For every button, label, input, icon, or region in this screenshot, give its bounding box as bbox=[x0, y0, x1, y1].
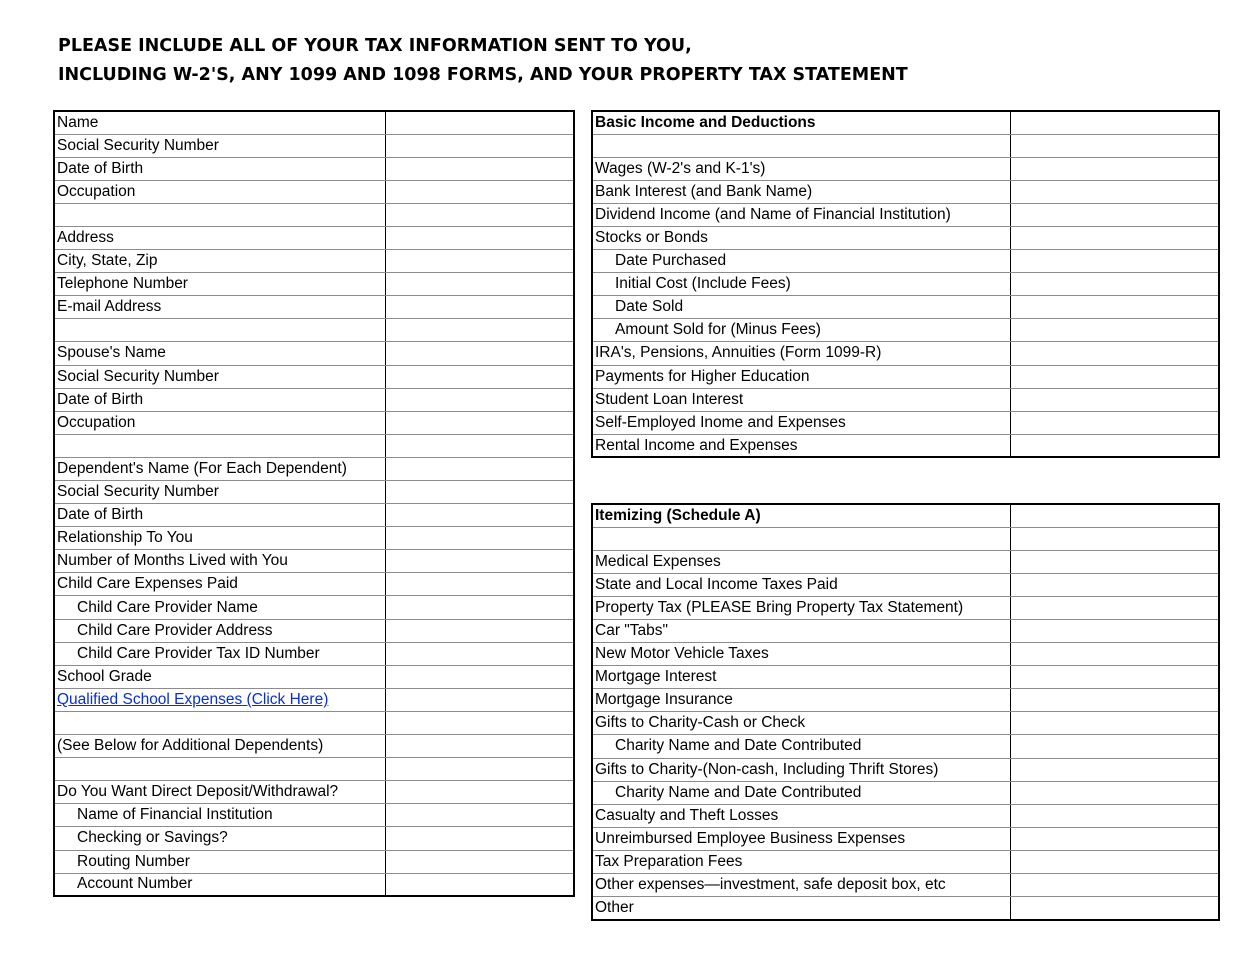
itemizing-row bbox=[592, 550, 1219, 573]
itemizing-label-unreimbursed-employee-business-expenses: Unreimbursed Employee Business Expenses bbox=[592, 827, 1010, 850]
personal-row bbox=[54, 850, 574, 873]
personal-value-cell[interactable] bbox=[385, 688, 574, 711]
personal-row bbox=[54, 296, 574, 319]
personal-value-cell[interactable] bbox=[385, 873, 574, 896]
itemizing-label-charity-name-and-date-contributed: Charity Name and Date Contributed bbox=[592, 735, 1010, 758]
personal-row bbox=[54, 735, 574, 758]
personal-row bbox=[54, 365, 574, 388]
personal-value-cell[interactable] bbox=[385, 273, 574, 296]
personal-row bbox=[54, 596, 574, 619]
personal-label-spouse-s-name: Spouse's Name bbox=[54, 342, 385, 365]
itemizing-value-cell[interactable] bbox=[1010, 596, 1219, 619]
personal-row bbox=[54, 180, 574, 203]
income-label-student-loan-interest: Student Loan Interest bbox=[592, 388, 1010, 411]
itemizing-value-cell[interactable] bbox=[1010, 827, 1219, 850]
personal-label-qualified-school-expenses-click-here[interactable] bbox=[54, 688, 385, 711]
personal-value-cell[interactable] bbox=[385, 573, 574, 596]
personal-row bbox=[54, 619, 574, 642]
personal-value-cell[interactable] bbox=[385, 711, 574, 734]
itemizing-row bbox=[592, 504, 1219, 527]
income-label-payments-for-higher-education: Payments for Higher Education bbox=[592, 365, 1010, 388]
income-row bbox=[592, 226, 1219, 249]
personal-row bbox=[54, 827, 574, 850]
itemizing-label-gifts-to-charity-non-cash-including-thrift-stores: Gifts to Charity-(Non-cash, Including Thrift Stores) bbox=[592, 758, 1010, 781]
personal-label-date-of-birth: Date of Birth bbox=[54, 388, 385, 411]
personal-row bbox=[54, 573, 574, 596]
income-value-cell[interactable] bbox=[1010, 296, 1219, 319]
personal-row bbox=[54, 688, 574, 711]
personal-value-cell[interactable] bbox=[385, 481, 574, 504]
income-value-cell[interactable] bbox=[1010, 365, 1219, 388]
personal-label-account-number: Account Number bbox=[54, 873, 385, 896]
income-value-cell[interactable] bbox=[1010, 250, 1219, 273]
personal-value-cell[interactable] bbox=[385, 642, 574, 665]
personal-label-blank bbox=[54, 203, 385, 226]
itemizing-table bbox=[591, 503, 1220, 921]
itemizing-label-itemizing-schedule-a: Itemizing (Schedule A) bbox=[592, 504, 1010, 527]
itemizing-value-cell[interactable] bbox=[1010, 758, 1219, 781]
income-label-date-purchased: Date Purchased bbox=[592, 250, 1010, 273]
income-label-ira-s-pensions-annuities-form-1099-r: IRA's, Pensions, Annuities (Form 1099-R) bbox=[592, 342, 1010, 365]
personal-value-cell[interactable] bbox=[385, 157, 574, 180]
itemizing-label-car-tabs: Car "Tabs" bbox=[592, 619, 1010, 642]
income-value-cell[interactable] bbox=[1010, 203, 1219, 226]
itemizing-label-gifts-to-charity-cash-or-check: Gifts to Charity-Cash or Check bbox=[592, 712, 1010, 735]
itemizing-row bbox=[592, 897, 1219, 920]
itemizing-value-cell[interactable] bbox=[1010, 712, 1219, 735]
personal-value-cell[interactable] bbox=[385, 527, 574, 550]
personal-label-date-of-birth: Date of Birth bbox=[54, 157, 385, 180]
income-row bbox=[592, 250, 1219, 273]
itemizing-row bbox=[592, 643, 1219, 666]
itemizing-value-cell[interactable] bbox=[1010, 550, 1219, 573]
itemizing-value-cell[interactable] bbox=[1010, 666, 1219, 689]
personal-label-school-grade: School Grade bbox=[54, 665, 385, 688]
personal-label-dependent-s-name-for-each-dependent: Dependent's Name (For Each Dependent) bbox=[54, 457, 385, 480]
itemizing-label-property-tax-please-bring-property-tax-statement: Property Tax (PLEASE Bring Property Tax Statement) bbox=[592, 596, 1010, 619]
personal-label-routing-number: Routing Number bbox=[54, 850, 385, 873]
income-label-bank-interest-and-bank-name: Bank Interest (and Bank Name) bbox=[592, 180, 1010, 203]
itemizing-row bbox=[592, 712, 1219, 735]
personal-value-cell[interactable] bbox=[385, 504, 574, 527]
personal-label-do-you-want-direct-deposit-withdrawal: Do You Want Direct Deposit/Withdrawal? bbox=[54, 781, 385, 804]
personal-label-blank bbox=[54, 319, 385, 342]
income-row bbox=[592, 203, 1219, 226]
income-value-cell[interactable] bbox=[1010, 180, 1219, 203]
income-row bbox=[592, 296, 1219, 319]
personal-row bbox=[54, 319, 574, 342]
personal-value-cell[interactable] bbox=[385, 804, 574, 827]
personal-label-number-of-months-lived-with-you: Number of Months Lived with You bbox=[54, 550, 385, 573]
income-row bbox=[592, 319, 1219, 342]
personal-label-social-security-number: Social Security Number bbox=[54, 365, 385, 388]
personal-value-cell[interactable] bbox=[385, 434, 574, 457]
personal-value-cell[interactable] bbox=[385, 111, 574, 134]
itemizing-value-cell[interactable] bbox=[1010, 573, 1219, 596]
income-label-wages-w-2-s-and-k-1-s: Wages (W-2's and K-1's) bbox=[592, 157, 1010, 180]
itemizing-label-medical-expenses: Medical Expenses bbox=[592, 550, 1010, 573]
personal-label-name-of-financial-institution: Name of Financial Institution bbox=[54, 804, 385, 827]
personal-row bbox=[54, 226, 574, 249]
form-header bbox=[58, 32, 908, 90]
itemizing-row bbox=[592, 781, 1219, 804]
personal-row bbox=[54, 550, 574, 573]
personal-row bbox=[54, 250, 574, 273]
personal-value-cell[interactable] bbox=[385, 250, 574, 273]
personal-label-telephone-number: Telephone Number bbox=[54, 273, 385, 296]
income-label-dividend-income-and-name-of-financial-institution: Dividend Income (and Name of Financial Institution) bbox=[592, 203, 1010, 226]
header-line-1: PLEASE INCLUDE ALL OF YOUR TAX INFORMATION SENT TO YOU, bbox=[58, 36, 692, 56]
income-value-cell[interactable] bbox=[1010, 273, 1219, 296]
itemizing-row bbox=[592, 596, 1219, 619]
income-label-date-sold: Date Sold bbox=[592, 296, 1010, 319]
personal-value-cell[interactable] bbox=[385, 365, 574, 388]
itemizing-value-cell[interactable] bbox=[1010, 643, 1219, 666]
income-row bbox=[592, 388, 1219, 411]
itemizing-row bbox=[592, 689, 1219, 712]
itemizing-value-cell[interactable] bbox=[1010, 874, 1219, 897]
personal-label-relationship-to-you: Relationship To You bbox=[54, 527, 385, 550]
personal-label-social-security-number: Social Security Number bbox=[54, 481, 385, 504]
income-row bbox=[592, 342, 1219, 365]
personal-row bbox=[54, 665, 574, 688]
personal-value-cell[interactable] bbox=[385, 134, 574, 157]
income-value-cell[interactable] bbox=[1010, 434, 1219, 457]
personal-row bbox=[54, 111, 574, 134]
itemizing-row bbox=[592, 619, 1219, 642]
itemizing-label-other: Other bbox=[592, 897, 1010, 920]
income-row bbox=[592, 111, 1219, 134]
itemizing-value-cell[interactable] bbox=[1010, 897, 1219, 920]
itemizing-label-new-motor-vehicle-taxes: New Motor Vehicle Taxes bbox=[592, 643, 1010, 666]
itemizing-row bbox=[592, 666, 1219, 689]
income-label-stocks-or-bonds: Stocks or Bonds bbox=[592, 226, 1010, 249]
itemizing-value-cell[interactable] bbox=[1010, 504, 1219, 527]
personal-row bbox=[54, 157, 574, 180]
personal-value-cell[interactable] bbox=[385, 758, 574, 781]
personal-row bbox=[54, 481, 574, 504]
personal-value-cell[interactable] bbox=[385, 203, 574, 226]
personal-label-see-below-for-additional-dependents: (See Below for Additional Dependents) bbox=[54, 735, 385, 758]
income-value-cell[interactable] bbox=[1010, 226, 1219, 249]
personal-value-cell[interactable] bbox=[385, 665, 574, 688]
personal-value-cell[interactable] bbox=[385, 596, 574, 619]
itemizing-label-tax-preparation-fees: Tax Preparation Fees bbox=[592, 850, 1010, 873]
personal-value-cell[interactable] bbox=[385, 827, 574, 850]
personal-row bbox=[54, 527, 574, 550]
personal-row bbox=[54, 781, 574, 804]
personal-value-cell[interactable] bbox=[385, 388, 574, 411]
itemizing-row bbox=[592, 573, 1219, 596]
itemizing-value-cell[interactable] bbox=[1010, 804, 1219, 827]
personal-label-date-of-birth: Date of Birth bbox=[54, 504, 385, 527]
itemizing-row bbox=[592, 874, 1219, 897]
personal-label-e-mail-address: E-mail Address bbox=[54, 296, 385, 319]
personal-row bbox=[54, 388, 574, 411]
personal-row bbox=[54, 273, 574, 296]
personal-value-cell[interactable] bbox=[385, 226, 574, 249]
personal-value-cell[interactable] bbox=[385, 342, 574, 365]
income-row bbox=[592, 434, 1219, 457]
personal-row bbox=[54, 134, 574, 157]
personal-row bbox=[54, 804, 574, 827]
personal-value-cell[interactable] bbox=[385, 781, 574, 804]
income-value-cell[interactable] bbox=[1010, 342, 1219, 365]
itemizing-row bbox=[592, 804, 1219, 827]
personal-value-cell[interactable] bbox=[385, 550, 574, 573]
personal-label-occupation: Occupation bbox=[54, 180, 385, 203]
itemizing-label-mortgage-interest: Mortgage Interest bbox=[592, 666, 1010, 689]
income-value-cell[interactable] bbox=[1010, 134, 1219, 157]
personal-row bbox=[54, 203, 574, 226]
income-label-rental-income-and-expenses: Rental Income and Expenses bbox=[592, 434, 1010, 457]
itemizing-row bbox=[592, 527, 1219, 550]
personal-label-checking-or-savings: Checking or Savings? bbox=[54, 827, 385, 850]
itemizing-value-cell[interactable] bbox=[1010, 735, 1219, 758]
personal-row bbox=[54, 642, 574, 665]
personal-value-cell[interactable] bbox=[385, 619, 574, 642]
income-value-cell[interactable] bbox=[1010, 388, 1219, 411]
itemizing-label-blank bbox=[592, 527, 1010, 550]
income-value-cell[interactable] bbox=[1010, 319, 1219, 342]
personal-label-child-care-expenses-paid: Child Care Expenses Paid bbox=[54, 573, 385, 596]
income-label-initial-cost-include-fees: Initial Cost (Include Fees) bbox=[592, 273, 1010, 296]
personal-value-cell[interactable] bbox=[385, 735, 574, 758]
personal-label-occupation: Occupation bbox=[54, 411, 385, 434]
income-row bbox=[592, 365, 1219, 388]
personal-row bbox=[54, 758, 574, 781]
personal-label-child-care-provider-tax-id-number: Child Care Provider Tax ID Number bbox=[54, 642, 385, 665]
personal-label-name: Name bbox=[54, 111, 385, 134]
personal-label-blank bbox=[54, 434, 385, 457]
itemizing-value-cell[interactable] bbox=[1010, 781, 1219, 804]
personal-label-child-care-provider-address: Child Care Provider Address bbox=[54, 619, 385, 642]
income-value-cell[interactable] bbox=[1010, 157, 1219, 180]
personal-value-cell[interactable] bbox=[385, 850, 574, 873]
itemizing-label-state-and-local-income-taxes-paid: State and Local Income Taxes Paid bbox=[592, 573, 1010, 596]
income-label-blank bbox=[592, 134, 1010, 157]
personal-value-cell[interactable] bbox=[385, 457, 574, 480]
personal-label-blank bbox=[54, 711, 385, 734]
income-row bbox=[592, 180, 1219, 203]
income-label-basic-income-and-deductions: Basic Income and Deductions bbox=[592, 111, 1010, 134]
itemizing-label-charity-name-and-date-contributed: Charity Name and Date Contributed bbox=[592, 781, 1010, 804]
personal-row bbox=[54, 873, 574, 896]
itemizing-row bbox=[592, 850, 1219, 873]
qualified-school-expenses-link[interactable]: Qualified School Expenses (Click Here) bbox=[57, 690, 329, 708]
personal-label-social-security-number: Social Security Number bbox=[54, 134, 385, 157]
personal-label-child-care-provider-name: Child Care Provider Name bbox=[54, 596, 385, 619]
personal-row bbox=[54, 342, 574, 365]
itemizing-label-casualty-and-theft-losses: Casualty and Theft Losses bbox=[592, 804, 1010, 827]
income-value-cell[interactable] bbox=[1010, 111, 1219, 134]
personal-row bbox=[54, 711, 574, 734]
basic-income-table bbox=[591, 110, 1220, 458]
personal-value-cell[interactable] bbox=[385, 180, 574, 203]
income-value-cell[interactable] bbox=[1010, 411, 1219, 434]
itemizing-value-cell[interactable] bbox=[1010, 619, 1219, 642]
income-label-amount-sold-for-minus-fees: Amount Sold for (Minus Fees) bbox=[592, 319, 1010, 342]
personal-value-cell[interactable] bbox=[385, 411, 574, 434]
itemizing-label-mortgage-insurance: Mortgage Insurance bbox=[592, 689, 1010, 712]
itemizing-value-cell[interactable] bbox=[1010, 527, 1219, 550]
itemizing-label-other-expenses-investment-safe-deposit-box-etc: Other expenses—investment, safe deposit box, etc bbox=[592, 874, 1010, 897]
income-row bbox=[592, 134, 1219, 157]
header-line-2: INCLUDING W-2'S, ANY 1099 AND 1098 FORMS, AND YOUR PROPERTY TAX STATEMENT bbox=[58, 65, 908, 85]
personal-value-cell[interactable] bbox=[385, 319, 574, 342]
income-row bbox=[592, 157, 1219, 180]
personal-label-city-state-zip: City, State, Zip bbox=[54, 250, 385, 273]
income-row bbox=[592, 273, 1219, 296]
itemizing-row bbox=[592, 758, 1219, 781]
personal-value-cell[interactable] bbox=[385, 296, 574, 319]
personal-info-table bbox=[53, 110, 575, 897]
income-label-self-employed-inome-and-expenses: Self-Employed Inome and Expenses bbox=[592, 411, 1010, 434]
personal-row bbox=[54, 411, 574, 434]
personal-label-address: Address bbox=[54, 226, 385, 249]
personal-row bbox=[54, 457, 574, 480]
itemizing-value-cell[interactable] bbox=[1010, 689, 1219, 712]
income-row bbox=[592, 411, 1219, 434]
personal-row bbox=[54, 504, 574, 527]
personal-row bbox=[54, 434, 574, 457]
itemizing-row bbox=[592, 827, 1219, 850]
itemizing-row bbox=[592, 735, 1219, 758]
itemizing-value-cell[interactable] bbox=[1010, 850, 1219, 873]
personal-label-blank bbox=[54, 758, 385, 781]
